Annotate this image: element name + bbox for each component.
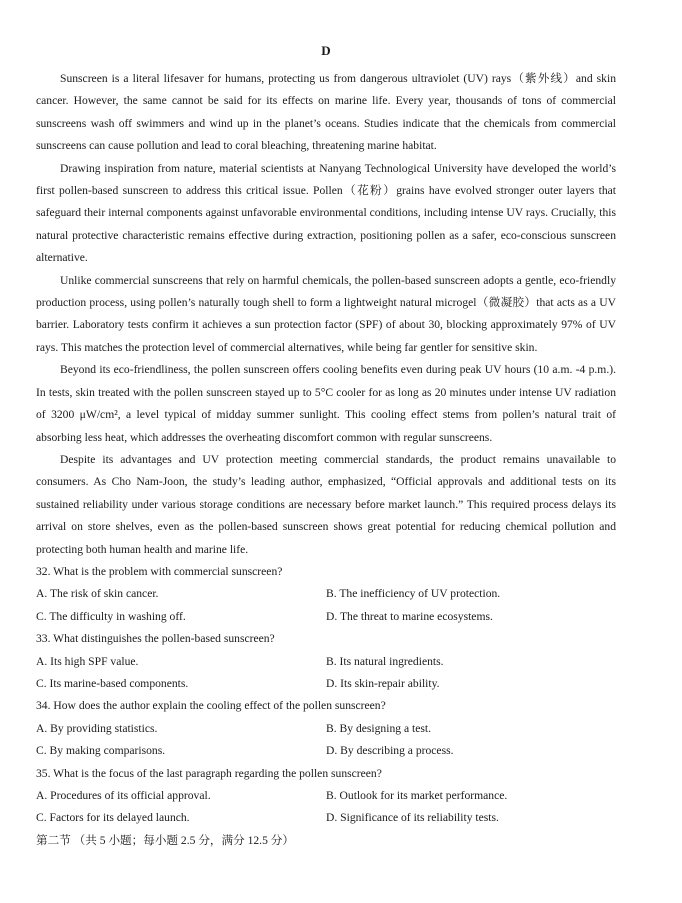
option-b[interactable]: B. The inefficiency of UV protection. [326, 587, 501, 601]
option-row [36, 651, 616, 673]
question-stem: 32. What is the problem with commercial sunscreen? [36, 564, 283, 578]
question-stem: 33. What distinguishes the pollen-based sunscreen? [36, 632, 275, 646]
section-footer: 第二节 （共 5 小题；每小题 2.5 分，满分 12.5 分） [36, 833, 294, 847]
option-c[interactable]: C. By making comparisons. [36, 744, 166, 758]
question-32 [36, 561, 616, 628]
paragraph-5: Despite its advantages and UV protection meeting commercial standards, the product remains unavailable to consumers. As Cho Nam-Joon, the study’s leading author, emphasized, “Official approvals and additional tests on its sustained reliability under various storage conditions are necessary before market launch.” This required process delays its arrival on store shelves, even as the pollen-based sunscreen shows great potential for reducing chemical pollution and protecting both human health and marine life. [36, 452, 616, 556]
passage-title: D [321, 43, 331, 58]
passage-body [36, 68, 616, 561]
question-35 [36, 763, 616, 830]
question-list [36, 561, 616, 830]
option-b[interactable]: B. By designing a test. [326, 721, 431, 735]
option-c[interactable]: C. Its marine-based components. [36, 676, 189, 690]
option-d[interactable]: D. Its skin-repair ability. [326, 676, 440, 690]
option-a[interactable]: A. Procedures of its official approval. [36, 789, 211, 802]
option-row [36, 807, 616, 829]
option-row [36, 606, 616, 628]
option-row [36, 583, 616, 605]
option-c[interactable]: C. The difficulty in washing off. [36, 609, 186, 623]
option-row [36, 718, 616, 740]
option-d[interactable]: D. The threat to marine ecosystems. [326, 609, 493, 623]
paragraph-4: Beyond its eco-friendliness, the pollen sunscreen offers cooling benefits even during peak UV hours (10 a.m. -4 p.m.). In tests, skin treated with the pollen sunscreen stayed up to 5°C cooler for as long as 20 minutes under intense UV radiation of 3200 μW/cm², a level typical of midday summer sunlight. This cooling effect stems from pollen’s natural trait of absorbing less heat, which addresses the overheating discomfort common with regular sunscreens. [36, 363, 616, 444]
option-a[interactable]: A. The risk of skin cancer. [36, 587, 159, 601]
option-b[interactable]: B. Its natural ingredients. [326, 654, 444, 668]
option-row [36, 785, 616, 807]
paragraph-3: Unlike commercial sunscreens that rely on harmful chemicals, the pollen-based sunscreen adopts a gentle, eco-friendly production process, using pollen’s naturally tough shell to form a lightweight natural microgel（微凝胶）that acts as a UV barrier. Laboratory tests confirm it achieves a sun protection factor (SPF) of about 30, blocking approximately 97% of UV rays. This matches the protection level of commercial alternatives, while being far gentler for sensitive skin. [36, 273, 616, 354]
paragraph-1: Sunscreen is a literal lifesaver for humans, protecting us from dangerous ultraviolet (UV) rays（紫外线）and skin cancer. However, the same cannot be said for its effects on marine life. Every year, thousands of tons of commercial sunscreens wash off swimmers and wind up in the planet’s oceans. Studies indicate that the chemicals from commercial sunscreens can cause pollution and lead to coral bleaching, threatening marine habitat. [36, 72, 616, 153]
option-a[interactable]: A. By providing statistics. [36, 721, 158, 735]
question-33 [36, 628, 616, 695]
option-row [36, 740, 616, 762]
option-b[interactable]: B. Outlook for its market performance. [326, 789, 508, 802]
question-stem: 34. How does the author explain the cooling effect of the pollen sunscreen? [36, 699, 386, 713]
option-row [36, 673, 616, 695]
option-d[interactable]: D. Significance of its reliability tests. [326, 811, 499, 825]
paragraph-2: Drawing inspiration from nature, material scientists at Nanyang Technological University have developed the world’s first pollen-based sunscreen to address this critical issue. Pollen（花粉）grains have evolved stronger outer layers that safeguard their internal components against unfavorable environmental conditions, including intense UV rays. Crucially, this natural protective characteristic remains effective during extraction, positioning pollen as a safer, eco-conscious sunscreen alternative. [36, 161, 616, 265]
question-stem: 35. What is the focus of the last paragraph regarding the pollen sunscreen? [36, 766, 382, 780]
option-c[interactable]: C. Factors for its delayed launch. [36, 811, 190, 825]
option-d[interactable]: D. By describing a process. [326, 744, 454, 758]
question-34 [36, 695, 616, 762]
option-a[interactable]: A. Its high SPF value. [36, 654, 139, 668]
